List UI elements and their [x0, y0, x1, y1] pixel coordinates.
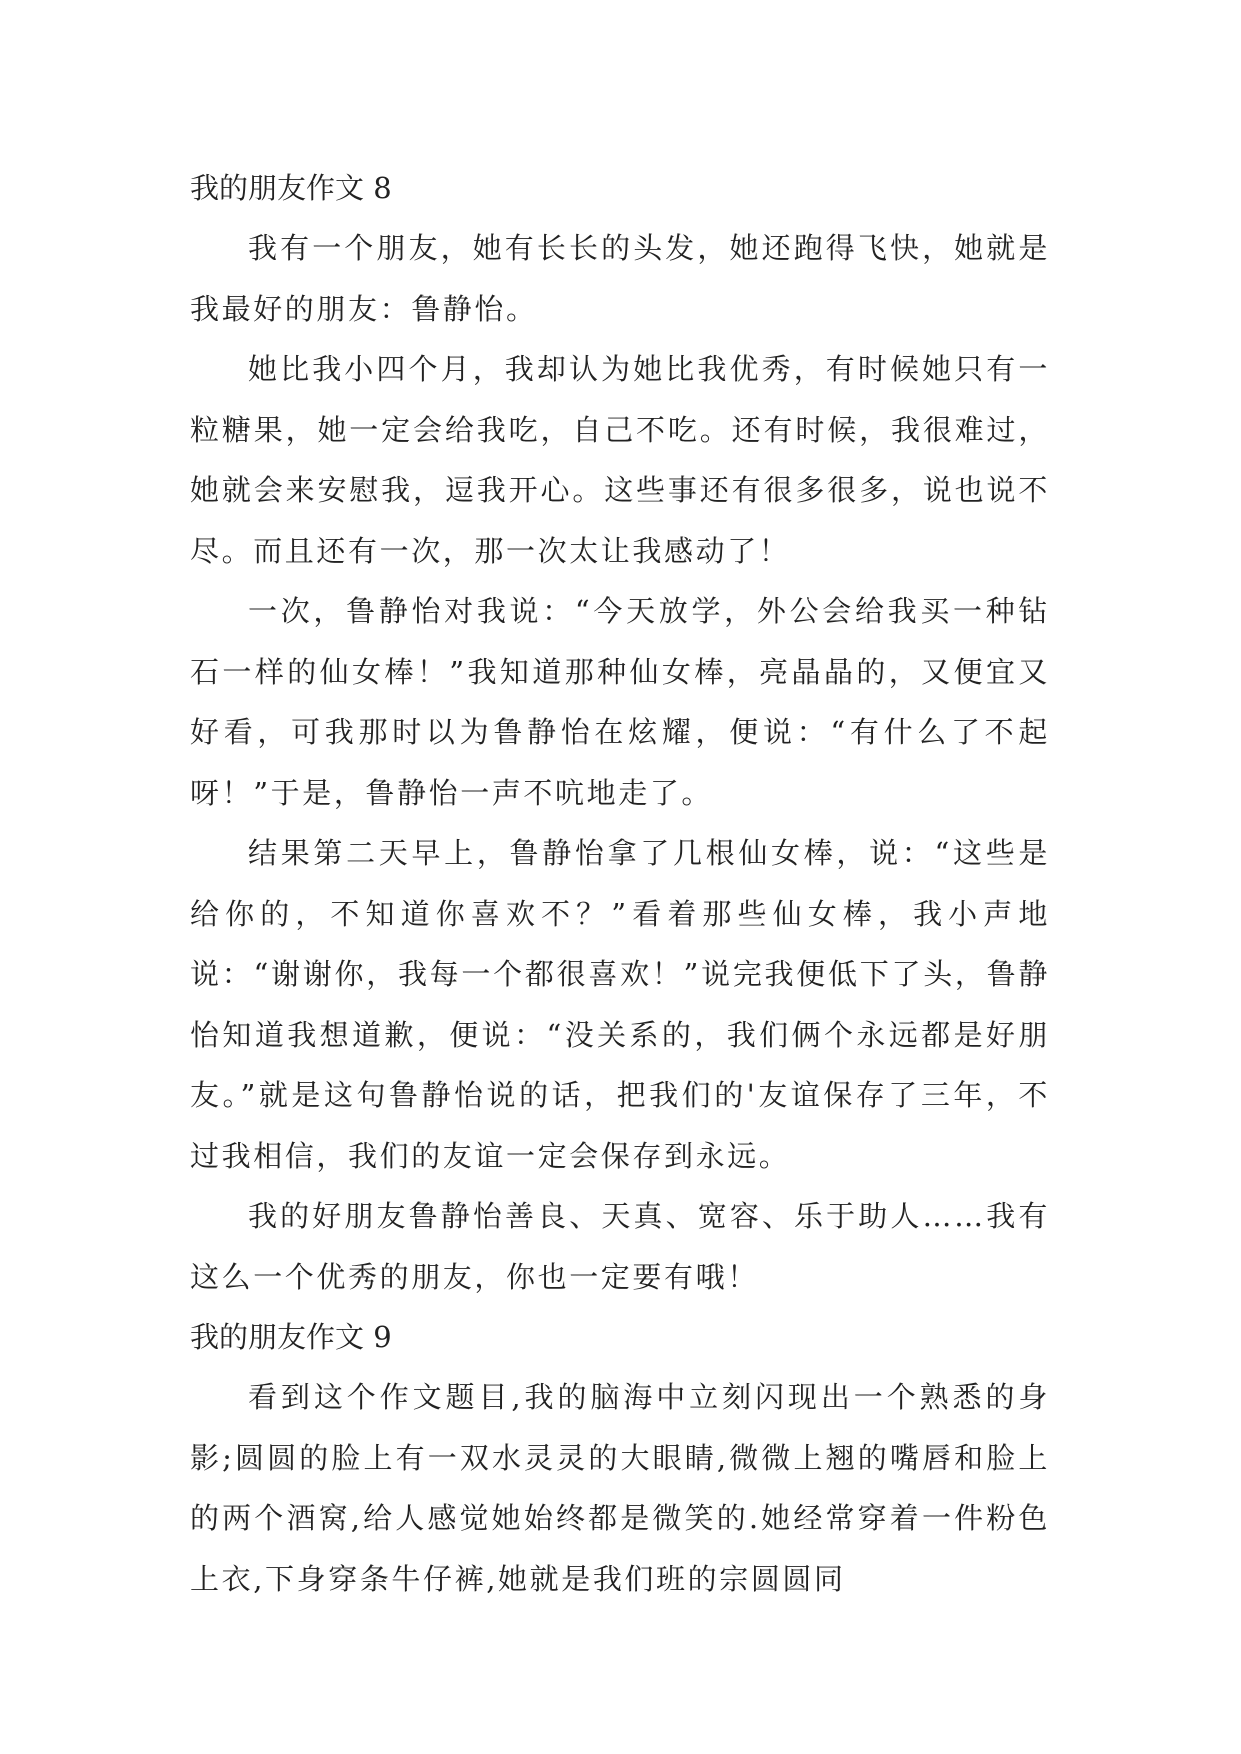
paragraph: 她比我小四个月，我却认为她比我优秀，有时候她只有一粒糖果，她一定会给我吃，自己不吃。还有时候，我很难过，她就会来安慰我，逗我开心。这些事还有很多很多，说也说不尽。而且还有一次，那一次太让我感动了！: [190, 352, 1050, 568]
paragraph: 我的好朋友鲁静怡善良、天真、宽容、乐于助人……我有这么一个优秀的朋友，你也一定要有哦！: [190, 1199, 1050, 1294]
essay-8: [190, 158, 1050, 1307]
paragraph: 看到这个作文题目,我的脑海中立刻闪现出一个熟悉的身影;圆圆的脸上有一双水灵灵的大眼睛,微微上翘的嘴唇和脸上的两个酒窝,给人感觉她始终都是微笑的.她经常穿着一件粉色上衣,下身穿条牛仔裤,她就是我们班的宗圆圆同: [190, 1380, 1050, 1596]
paragraph: 结果第二天早上，鲁静怡拿了几根仙女棒，说：“这些是给你的，不知道你喜欢不？”看着那些仙女棒，我小声地说：“谢谢你，我每一个都很喜欢！”说完我便低下了头，鲁静怡知道我想道歉，便说：“没关系的，我们俩个永远都是好朋友。”就是这句鲁静怡说的话，把我们的'友谊保存了三年，不过我相信，我们的友谊一定会保存到永远。: [190, 836, 1050, 1173]
paragraph: 我有一个朋友，她有长长的头发，她还跑得飞快，她就是我最好的朋友：鲁静怡。: [190, 231, 1050, 326]
essay-title: 我的朋友作文 9: [190, 1320, 392, 1354]
essay-title: 我的朋友作文 8: [190, 171, 392, 205]
document-page: [190, 158, 1050, 1609]
essay-9: [190, 1307, 1050, 1609]
paragraph: 一次，鲁静怡对我说：“今天放学，外公会给我买一种钻石一样的仙女棒！”我知道那种仙女棒，亮晶晶的，又便宜又好看，可我那时以为鲁静怡在炫耀，便说：“有什么了不起呀！”于是，鲁静怡一声不吭地走了。: [190, 594, 1050, 810]
